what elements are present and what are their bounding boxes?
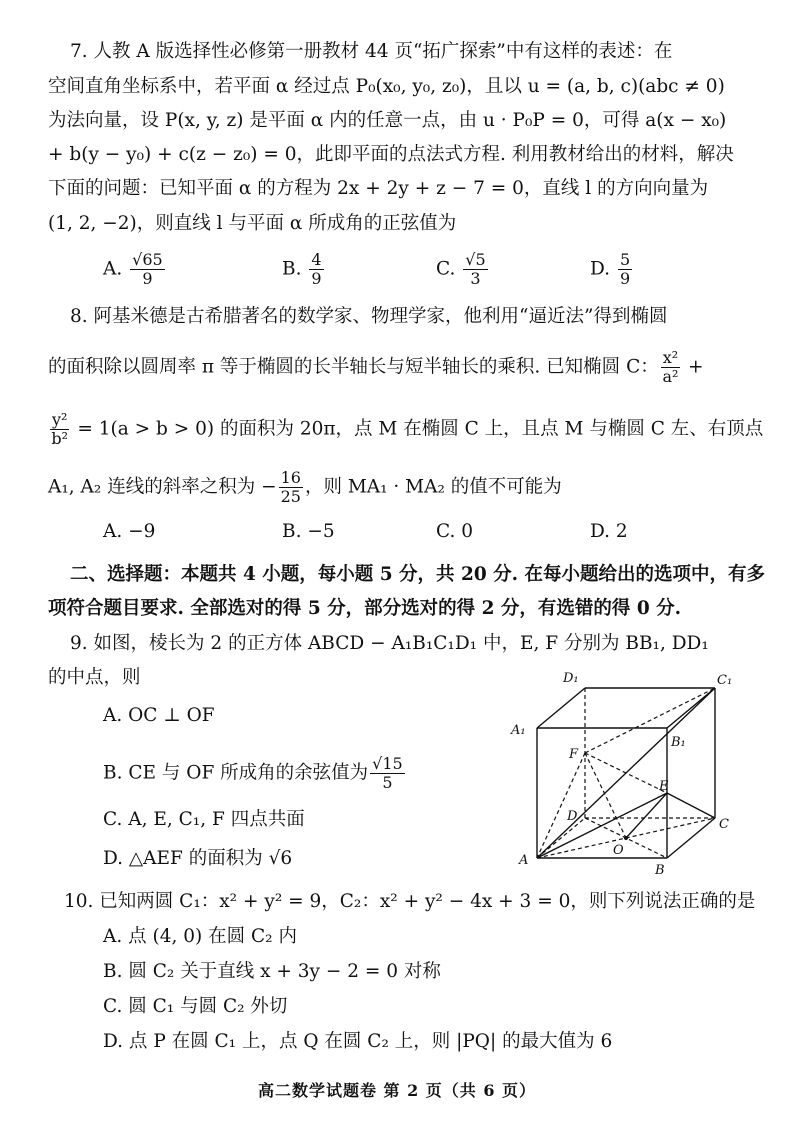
label-a1: A₁ <box>511 723 526 738</box>
q7-option-c-label: C. <box>436 258 456 280</box>
label-b: B <box>655 863 665 878</box>
q8-line-2-text: 的面积除以圆周率 π 等于椭圆的长半轴长与短半轴长的乘积. 已知椭圆 C： <box>48 356 659 378</box>
cube-figure <box>505 668 750 878</box>
fraction-numerator: 5 <box>619 250 631 269</box>
q7-option-a-fraction <box>130 252 165 287</box>
q7-option-d-fraction <box>618 252 632 287</box>
q7-option-d-label: D. <box>590 258 611 280</box>
q10-option-c[interactable]: C. 圆 C₁ 与圆 C₂ 外切 <box>103 996 288 1017</box>
q7-option-c[interactable] <box>436 252 490 287</box>
fraction-denominator: 3 <box>470 269 481 288</box>
page-footer: 高二数学试题卷 第 2 页（共 6 页） <box>257 1081 537 1100</box>
q8-line-1: 8. 阿基米德是古希腊著名的数学家、物理学家，他利用“逼近法”得到椭圆 <box>70 306 668 327</box>
line-f-o-hidden <box>585 753 626 838</box>
q7-option-b[interactable] <box>282 252 326 287</box>
q7-line-5: 下面的问题：已知平面 α 的方程为 2x + 2y + z − 7 = 0，直线 l 的方向向量为 <box>48 178 709 199</box>
q7-option-a-label: A. <box>103 258 123 280</box>
line-f-a-hidden <box>537 753 585 858</box>
label-d: D <box>567 809 578 824</box>
q9-option-c[interactable]: C. A, E, C₁, F 四点共面 <box>103 809 305 830</box>
line-f-c1-hidden <box>585 688 715 753</box>
line-f-e-hidden <box>585 753 667 793</box>
q7-option-a[interactable] <box>103 252 167 287</box>
q10-option-d[interactable]: D. 点 P 在圆 C₁ 上，点 Q 在圆 C₂ 上，则 |PQ| 的最大值为 6 <box>103 1031 613 1052</box>
section-2-heading-line-2: 项符合题目要求. 全部选对的得 5 分，部分选对的得 2 分，有选错的得 0 分. <box>48 598 682 619</box>
q7-option-b-label: B. <box>282 258 302 280</box>
q8-option-b[interactable]: B. −5 <box>282 521 335 542</box>
label-d1: D₁ <box>563 671 579 686</box>
q8-option-c[interactable]: C. 0 <box>436 521 474 542</box>
fraction-numerator: √5 <box>465 250 486 269</box>
section-2-heading-line-1: 二、选择题：本题共 4 小题，每小题 5 分，共 20 分. 在每小题给出的选项中，有多 <box>70 564 766 585</box>
q9-option-b-text: B. CE 与 OF 所成角的余弦值为 <box>103 762 369 784</box>
q8-line-2 <box>48 350 704 385</box>
q8-line-3-text: = 1(a > b > 0) 的面积为 20π，点 M 在椭圆 C 上，且点 M 与椭圆 C 左、右顶点 <box>71 418 764 440</box>
fraction-denominator: 9 <box>311 269 322 288</box>
q7-line-3: 为法向量，设 P(x, y, z) 是平面 α 内的任意一点，由 u · P₀P = 0，可得 a(x − x₀) <box>48 110 727 131</box>
fraction-denominator: 9 <box>142 269 153 288</box>
q8-ellipse-x-fraction <box>661 350 680 385</box>
label-c1: C₁ <box>717 673 733 688</box>
q10-option-a[interactable]: A. 点 (4, 0) 在圆 C₂ 内 <box>103 926 297 947</box>
q7-option-d[interactable] <box>590 252 634 287</box>
fraction-denominator: b² <box>51 429 69 448</box>
q8-option-a[interactable]: A. −9 <box>103 521 156 542</box>
q8-line-4-text-b: ，则 MA₁ · MA₂ 的值不可能为 <box>304 476 562 498</box>
fraction-numerator: 16 <box>280 468 301 487</box>
line-a-e <box>537 793 667 858</box>
point-o <box>624 836 628 840</box>
q9-option-b[interactable] <box>103 756 407 791</box>
fraction-numerator: √65 <box>132 250 163 269</box>
label-f: F <box>569 747 579 762</box>
line-e-o <box>626 793 667 838</box>
label-c: C <box>719 817 729 832</box>
fraction-numerator: √15 <box>372 754 403 773</box>
q7-line-1: 7. 人教 A 版选择性必修第一册教材 44 页“拓广探索”中有这样的表述：在 <box>70 41 673 62</box>
q9-option-d[interactable]: D. △AEF 的面积为 √6 <box>103 848 293 869</box>
q9-option-b-fraction <box>370 756 405 791</box>
q7-option-b-fraction <box>309 252 323 287</box>
fraction-denominator: 5 <box>382 773 393 792</box>
q7-line-6: (1, 2, −2)，则直线 l 与平面 α 所成角的正弦值为 <box>48 213 457 234</box>
q8-ellipse-y-fraction <box>50 412 69 447</box>
fraction-numerator: x² <box>662 348 679 367</box>
edge-a1-d1 <box>537 688 585 728</box>
fraction-denominator: a² <box>662 367 679 386</box>
line-e-c <box>667 793 715 818</box>
q10-option-b[interactable]: B. 圆 C₂ 关于直线 x + 3y − 2 = 0 对称 <box>103 961 441 982</box>
q8-line-2-plus: + <box>682 356 704 378</box>
label-b1: B₁ <box>671 735 686 750</box>
q8-option-d[interactable]: D. 2 <box>590 521 628 542</box>
q7-option-c-fraction <box>463 252 487 287</box>
q10-line-1: 10. 已知两圆 C₁：x² + y² = 9，C₂：x² + y² − 4x + 3 = 0，则下列说法正确的是 <box>64 891 756 912</box>
label-a: A <box>519 853 529 868</box>
label-e: E <box>659 779 669 794</box>
q8-line-4 <box>48 470 562 505</box>
q7-line-4: + b(y − y₀) + c(z − z₀) = 0，此即平面的点法式方程. 利用教材给出的材料，解决 <box>48 144 734 165</box>
q8-slope-fraction <box>279 470 303 505</box>
fraction-numerator: 4 <box>311 250 322 269</box>
q8-line-3 <box>48 412 763 447</box>
q8-line-4-text-a: A₁, A₂ 连线的斜率之积为 − <box>48 476 277 498</box>
q9-line-1: 9. 如图，棱长为 2 的正方体 ABCD − A₁B₁C₁D₁ 中，E, F 分别为 BB₁, DD₁ <box>70 633 709 654</box>
q9-line-2: 的中点，则 <box>48 667 141 688</box>
label-o: O <box>613 843 624 858</box>
q7-line-2: 空间直角坐标系中，若平面 α 经过点 P₀(x₀, y₀, z₀)，且以 u = (a, b, c)(abc ≠ 0) <box>48 76 725 97</box>
fraction-numerator: y² <box>52 410 68 429</box>
q9-option-a[interactable]: A. OC ⊥ OF <box>103 705 215 726</box>
fraction-denominator: 9 <box>619 269 631 288</box>
fraction-denominator: 25 <box>280 487 301 506</box>
